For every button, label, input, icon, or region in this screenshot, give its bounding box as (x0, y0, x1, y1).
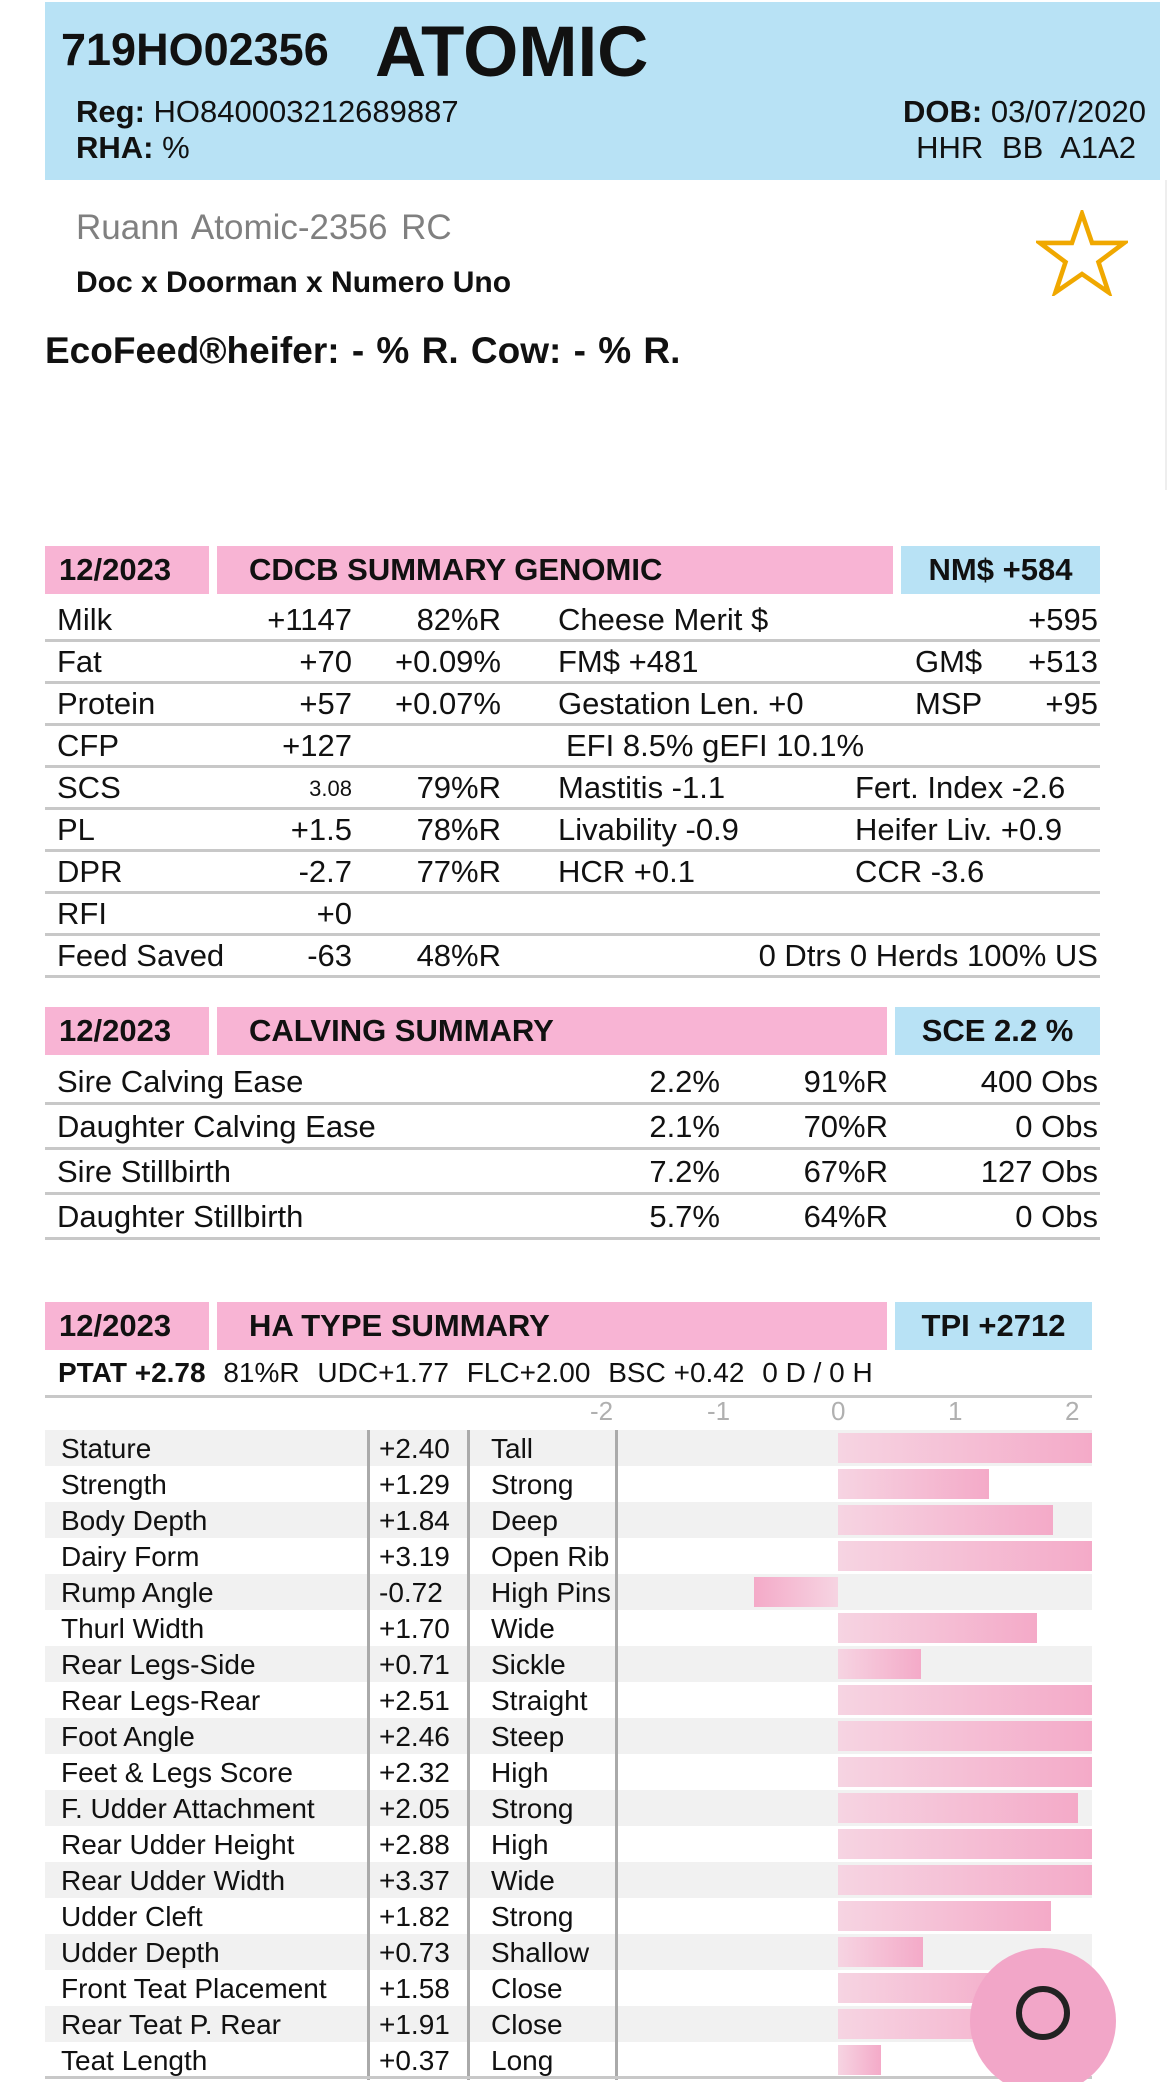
trait-description: High (491, 1757, 549, 1788)
trait-value: +1.70 (379, 1613, 450, 1644)
index-label: HCR +0.1 (558, 854, 695, 889)
trait-name: Rear Udder Width (61, 1865, 286, 1896)
index-label: Mastitis -1.1 (558, 770, 726, 805)
trait-name: Rump Angle (61, 1577, 214, 1608)
index-value: +95 (1045, 686, 1098, 721)
trait-row (45, 1898, 1092, 1934)
calving-reliability: 91%R (803, 1064, 888, 1099)
trait-name: CFP (57, 728, 119, 763)
search-icon (1016, 1986, 1070, 2040)
trait-bar (838, 1829, 1092, 1859)
trait-bar (838, 1433, 1092, 1463)
trait-description: Tall (491, 1433, 534, 1464)
trait-bar (838, 1469, 989, 1499)
trait-value: +1.82 (379, 1901, 450, 1932)
trait-name: Protein (57, 686, 156, 721)
trait-value: +3.37 (379, 1865, 450, 1896)
trait-description: Long (491, 2045, 554, 2076)
scale-tick-label: 1 (948, 1396, 963, 1426)
trait-name: RFI (57, 896, 107, 931)
trait-name: F. Udder Attachment (61, 1793, 315, 1824)
type-title: HA TYPE SUMMARY (217, 1302, 887, 1350)
trait-value: +0.37 (379, 2045, 450, 2076)
trait-value: +2.46 (379, 1721, 450, 1752)
calving-row (45, 1195, 1100, 1240)
scale-tick-label: -2 (590, 1396, 614, 1426)
index-label: FM$ +481 (558, 644, 699, 679)
trait-row (45, 1934, 1092, 1970)
trait-name: Feet & Legs Score (61, 1757, 293, 1788)
trait-bar (838, 1685, 1092, 1715)
trait-list (45, 1430, 1092, 2078)
calving-observations: 400 Obs (980, 1064, 1098, 1099)
trait-bar (838, 1901, 1051, 1931)
dob-value: 03/07/2020 (990, 94, 1146, 129)
trait-name: Rear Legs-Side (61, 1649, 256, 1680)
star-outline-icon[interactable] (1036, 210, 1128, 296)
trait-row (45, 1862, 1092, 1898)
registration-number (76, 94, 459, 130)
trait-description: Wide (491, 1613, 555, 1644)
trait-value: +0.71 (379, 1649, 450, 1680)
index-label: Cheese Merit $ (558, 602, 769, 637)
trait-description: Shallow (491, 1937, 590, 1968)
trait-row (45, 2006, 1092, 2042)
trait-reliability: 82%R (416, 602, 501, 637)
calving-label: Sire Stillbirth (57, 1154, 231, 1189)
trait-reliability: 79%R (416, 770, 501, 805)
trait-name: DPR (57, 854, 123, 889)
bsc-value: BSC +0.42 (608, 1357, 745, 1388)
trait-name: Fat (57, 644, 102, 679)
calving-reliability: 70%R (803, 1109, 888, 1144)
trait-value: +1.29 (379, 1469, 450, 1500)
trait-name: Milk (57, 602, 113, 637)
trait-name: Feed Saved (57, 938, 225, 973)
divider (45, 2076, 1092, 2079)
trait-reliability: 78%R (416, 812, 501, 847)
reg-label: Reg: (76, 94, 145, 129)
index-label: Gestation Len. +0 (558, 686, 804, 721)
divider (1165, 180, 1167, 490)
calving-observations: 0 Obs (1015, 1199, 1098, 1234)
ecofeed-summary: EcoFeed®heifer: - % R. Cow: - % R. (45, 330, 681, 371)
ptat-summary-line (45, 1352, 1092, 1398)
dob-label: DOB: (903, 94, 983, 129)
trait-name: PL (57, 812, 95, 847)
index-value: +513 (1028, 644, 1098, 679)
calving-observations: 0 Obs (1015, 1109, 1098, 1144)
trait-description: Close (491, 1973, 563, 2004)
index-secondary: CCR -3.6 (855, 854, 985, 889)
trait-value: 3.08 (309, 776, 352, 801)
trait-bar (838, 1649, 921, 1679)
trait-description: High Pins (491, 1577, 611, 1608)
calving-row (45, 1150, 1100, 1195)
trait-name: Thurl Width (61, 1613, 205, 1644)
calving-row (45, 1060, 1100, 1105)
trait-row (45, 1574, 1092, 1610)
index-secondary: Heifer Liv. +0.9 (855, 812, 1063, 847)
genomic-title: CDCB SUMMARY GENOMIC (217, 546, 893, 594)
trait-value: +2.32 (379, 1757, 450, 1788)
animal-header (45, 2, 1160, 180)
calving-title: CALVING SUMMARY (217, 1007, 887, 1055)
genomic-date: 12/2023 (45, 546, 209, 594)
trait-name: Rear Udder Height (61, 1829, 295, 1860)
trait-value: +1.91 (379, 2009, 450, 2040)
trait-value: +2.88 (379, 1829, 450, 1860)
registered-name: Ruann Atomic-2356 RC (76, 208, 452, 247)
trait-description: Close (491, 2009, 563, 2040)
trait-description: Strong (491, 1901, 574, 1932)
trait-value: +1.84 (379, 1505, 450, 1536)
trait-name: Body Depth (61, 1505, 208, 1536)
genomic-row (45, 726, 1100, 768)
trait-row (45, 1646, 1092, 1682)
trait-value: +2.51 (379, 1685, 450, 1716)
trait-reliability: +0.09% (394, 644, 501, 679)
trait-bar (838, 1505, 1053, 1535)
rha-number: % (162, 130, 190, 165)
column-divider (367, 1430, 370, 2080)
trait-description: Straight (491, 1685, 588, 1716)
trait-name: Front Teat Placement (61, 1973, 327, 2004)
calving-reliability: 64%R (803, 1199, 888, 1234)
reg-value: HO840003212689887 (153, 94, 459, 129)
column-divider (467, 1430, 470, 2080)
calving-percent: 2.1% (649, 1109, 720, 1144)
trait-row (45, 1682, 1092, 1718)
search-button[interactable] (970, 1948, 1116, 2082)
animal-id: 719HO02356 (61, 24, 329, 75)
trait-reliability: 77%R (416, 854, 501, 889)
index-secondary: Fert. Index -2.6 (855, 770, 1066, 805)
rha-label: RHA: (76, 130, 154, 165)
trait-value: +3.19 (379, 1541, 450, 1572)
trait-description: Strong (491, 1469, 574, 1500)
trait-value: +2.05 (379, 1793, 450, 1824)
index-label: EFI 8.5% gEFI 10.1% (566, 728, 865, 763)
pedigree: Doc x Doorman x Numero Uno (76, 266, 512, 299)
trait-row (45, 2042, 1092, 2078)
trait-bar (838, 1541, 1092, 1571)
trait-value: -2.7 (298, 854, 352, 889)
trait-bar (754, 1577, 838, 1607)
trait-name: SCS (57, 770, 121, 805)
index-secondary: MSP (915, 686, 983, 721)
calving-percent: 5.7% (649, 1199, 720, 1234)
trait-value: +1.58 (379, 1973, 450, 2004)
trait-bar (838, 2045, 881, 2075)
trait-description: Steep (491, 1721, 565, 1752)
trait-row (45, 1466, 1092, 1502)
column-divider (615, 1430, 618, 2080)
index-value: 0 Dtrs 0 Herds 100% US (758, 938, 1098, 973)
flc-value: FLC+2.00 (466, 1357, 591, 1388)
rha-value (76, 130, 190, 166)
trait-description: Open Rib (491, 1541, 610, 1572)
trait-description: Sickle (491, 1649, 566, 1680)
trait-value: +1.5 (290, 812, 352, 847)
scale-tick-label: -1 (707, 1396, 731, 1426)
daughters-herds: 0 D / 0 H (762, 1357, 873, 1388)
trait-name: Strength (61, 1469, 167, 1500)
udc-value: UDC+1.77 (317, 1357, 449, 1388)
genomic-row (45, 810, 1100, 852)
calving-label: Daughter Stillbirth (57, 1199, 304, 1234)
trait-value: +70 (299, 644, 352, 679)
calving-reliability: 67%R (803, 1154, 888, 1189)
trait-row (45, 1430, 1092, 1466)
trait-bar (838, 1865, 1092, 1895)
calving-percent: 7.2% (649, 1154, 720, 1189)
trait-name: Rear Legs-Rear (61, 1685, 261, 1716)
trait-row (45, 1538, 1092, 1574)
trait-name: Teat Length (61, 2045, 208, 2076)
date-of-birth (903, 94, 1146, 130)
trait-value: +127 (282, 728, 352, 763)
scale-tick-label: 2 (1065, 1396, 1080, 1426)
calving-label: Sire Calving Ease (57, 1064, 304, 1099)
trait-value: -0.72 (379, 1577, 443, 1608)
trait-bar (838, 1937, 923, 1967)
trait-bar (838, 1793, 1078, 1823)
calving-row (45, 1105, 1100, 1150)
scale-tick-label: 0 (831, 1396, 846, 1426)
trait-name: Udder Depth (61, 1937, 220, 1968)
trait-row (45, 1502, 1092, 1538)
genomic-row (45, 684, 1100, 726)
trait-description: Deep (491, 1505, 558, 1536)
trait-row (45, 1790, 1092, 1826)
index-label: Livability -0.9 (558, 812, 739, 847)
sce-score: SCE 2.2 % (895, 1007, 1100, 1055)
trait-description: Wide (491, 1865, 555, 1896)
trait-description: High (491, 1829, 549, 1860)
genomic-row (45, 600, 1100, 642)
trait-bar (838, 1757, 1092, 1787)
trait-row (45, 1754, 1092, 1790)
trait-row (45, 1970, 1092, 2006)
trait-name: Dairy Form (61, 1541, 200, 1572)
trait-bar (838, 1613, 1037, 1643)
genomic-row (45, 642, 1100, 684)
genomic-row (45, 852, 1100, 894)
trait-reliability: 48%R (416, 938, 501, 973)
trait-name: Rear Teat P. Rear (61, 2009, 281, 2040)
genomic-row (45, 768, 1100, 810)
type-date: 12/2023 (45, 1302, 209, 1350)
ptat-value: PTAT +2.78 (58, 1357, 206, 1388)
trait-row (45, 1826, 1092, 1862)
nm-dollar-score: NM$ +584 (901, 546, 1100, 594)
calving-observations: 127 Obs (980, 1154, 1098, 1189)
animal-name: ATOMIC (375, 13, 649, 92)
calving-percent: 2.2% (649, 1064, 720, 1099)
ptat-reliability: 81%R (223, 1357, 300, 1388)
trait-row (45, 1610, 1092, 1646)
index-value: +595 (1028, 602, 1098, 637)
calving-date: 12/2023 (45, 1007, 209, 1055)
trait-value: +0.73 (379, 1937, 450, 1968)
tpi-score: TPI +2712 (895, 1302, 1092, 1350)
trait-value: -63 (307, 938, 352, 973)
trait-value: +1147 (267, 602, 352, 637)
genetic-codes: HHR BB A1A2 (916, 130, 1136, 165)
trait-reliability: +0.07% (394, 686, 501, 721)
trait-value: +57 (299, 686, 352, 721)
genomic-row (45, 936, 1100, 978)
trait-description: Strong (491, 1793, 574, 1824)
trait-name: Stature (61, 1433, 152, 1464)
trait-value: +0 (316, 896, 352, 931)
trait-row (45, 1718, 1092, 1754)
trait-name: Foot Angle (61, 1721, 195, 1752)
trait-name: Udder Cleft (61, 1901, 203, 1932)
index-secondary: GM$ (915, 644, 983, 679)
genomic-row (45, 894, 1100, 936)
trait-value: +2.40 (379, 1433, 450, 1464)
calving-label: Daughter Calving Ease (57, 1109, 376, 1144)
trait-bar (838, 1721, 1092, 1751)
